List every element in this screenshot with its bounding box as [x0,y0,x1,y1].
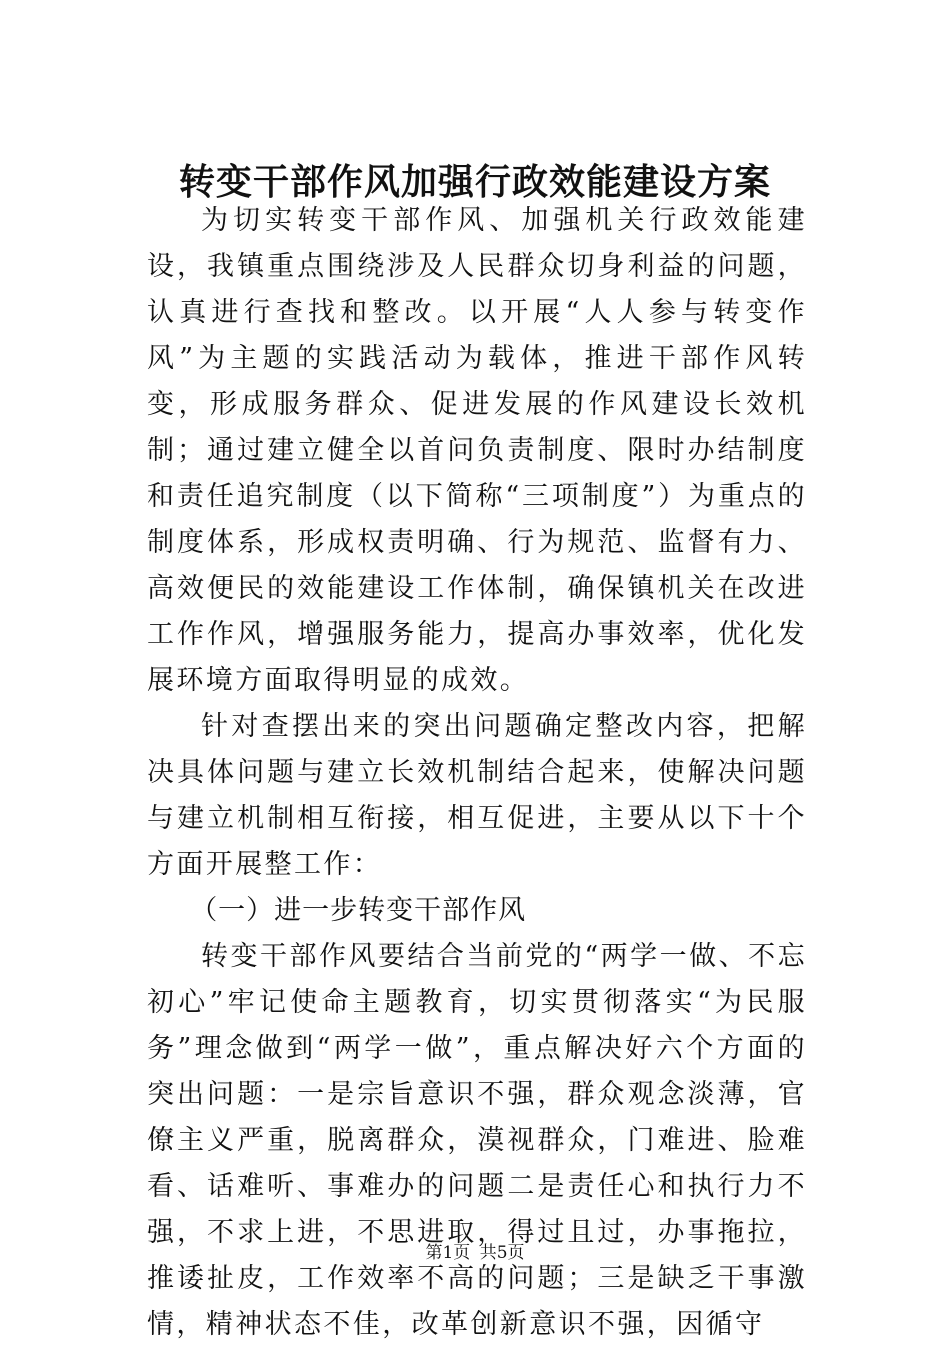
page-total: 共5页 [479,1243,525,1263]
document-body [147,198,807,1348]
section-paragraph: 转变干部作风要结合当前党的“两学一做、不忘初心”牢记使命主题教育，切实贯彻落实“为民服务”理念做到“两学一做”，重点解决好六个方面的突出问题：一是宗旨意识不强，群众观念淡薄，官僚主义严重，脱离群众，漠视群众，门难进、脸难看、话难听、事难办的问题二是责任心和执行力不强，不求上进，不思进取，得过且过，办事拖拉，推诿扯皮，工作效率不高的问题；三是缺乏干事激情，精神状态不佳，改革创新意识不强，因循守 [147,941,807,1340]
section-heading: （一）进一步转变干部作风 [190,895,527,926]
scope-paragraph: 针对查摆出来的突出问题确定整改内容，把解决具体问题与建立长效机制结合起来，使解决问题与建立机制相互衔接，相互促进，主要从以下十个方面开展整工作： [147,711,807,880]
document-title: 转变干部作风加强行政效能建设方案 [178,161,771,204]
intro-paragraph: 为切实转变干部作风、加强机关行政效能建设，我镇重点围绕涉及人民群众切身利益的问题，认真进行查找和整改。以开展“人人参与转变作风”为主题的实践活动为载体，推进干部作风转变，形成服务群众、促进发展的作风建设长效机制；通过建立健全以首问负责制度、限时办结制度和责任追究制度（以下简称“三项制度”）为重点的制度体系，形成权责明确、行为规范、监督有力、高效便民的效能建设工作体制，确保镇机关在改进工作作风，增强服务能力，提高办事效率，优化发展环境方面取得明显的成效。 [147,205,807,696]
page-footer [0,1241,950,1265]
page-number: 第1页 [425,1243,471,1263]
